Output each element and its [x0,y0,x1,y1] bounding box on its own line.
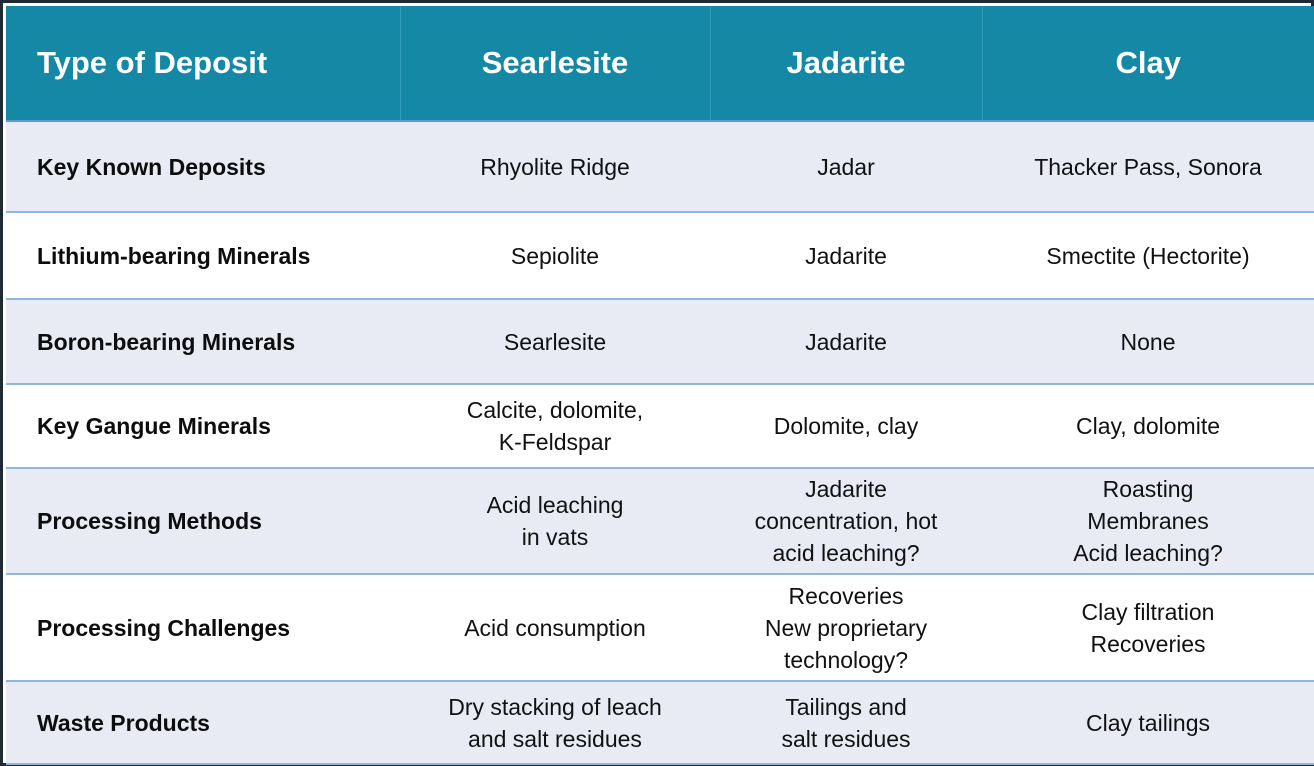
cell-line: Membranes [1087,508,1209,534]
row-label: Lithium-bearing Minerals [6,212,400,299]
cell-line: Dolomite, clay [773,413,919,439]
cell-line: in vats [521,524,589,550]
cell-searlesite [400,384,710,468]
cell-line: Searlesite [503,328,607,355]
row-label: Key Known Deposits [6,121,400,212]
cell-line: Jadarite [805,242,887,269]
cell-line: Thacker Pass, Sonora [1034,153,1262,180]
cell-searlesite [400,681,710,764]
cell-clay [982,212,1314,299]
table-row [6,574,1314,681]
cell-searlesite [400,121,710,212]
header-searlesite: Searlesite [400,6,710,121]
cell-jadarite [710,384,982,468]
cell-line: acid leaching? [772,540,920,566]
table-row [6,121,1314,212]
cell-line: Acid consumption [464,614,646,641]
cell-clay [982,299,1314,384]
table-row [6,212,1314,299]
row-label: Processing Methods [6,468,400,574]
cell-line: New proprietary [764,614,928,641]
cell-line: Rhyolite Ridge [480,153,630,180]
cell-line: K-Feldspar [498,429,612,455]
cell-searlesite [400,468,710,574]
cell-line: Calcite, dolomite, [466,397,644,423]
cell-jadarite [710,574,982,681]
cell-line: Tailings and [785,693,907,720]
cell-searlesite [400,299,710,384]
cell-line: Jadarite [805,476,887,502]
row-label: Processing Challenges [6,574,400,681]
cell-clay [982,384,1314,468]
cell-jadarite [710,121,982,212]
cell-line: Recoveries [1090,630,1206,657]
cell-line: Dry stacking of leach [448,693,662,720]
cell-jadarite [710,468,982,574]
table-row [6,384,1314,468]
cell-searlesite [400,574,710,681]
cell-line: technology? [783,646,909,673]
cell-line: None [1120,328,1176,355]
cell-clay [982,121,1314,212]
cell-jadarite [710,681,982,764]
header-type-of-deposit: Type of Deposit [6,6,400,121]
cell-line: Acid leaching [486,492,624,518]
cell-line: and salt residues [468,725,642,752]
cell-jadarite [710,212,982,299]
cell-searlesite [400,212,710,299]
cell-line: Sepiolite [510,242,600,269]
cell-line: Clay, dolomite [1075,413,1221,439]
cell-line: Acid leaching? [1073,540,1223,566]
cell-line: Jadarite [805,328,887,355]
cell-jadarite [710,299,982,384]
row-label: Key Gangue Minerals [6,384,400,468]
table-row [6,468,1314,574]
cell-line: concentration, hot [754,508,938,534]
cell-line: Clay tailings [1086,709,1210,736]
cell-line: Jadar [817,153,875,180]
header-row [6,6,1314,121]
cell-line: Clay filtration [1081,598,1215,625]
cell-clay [982,681,1314,764]
header-jadarite: Jadarite [710,6,982,121]
cell-line: Roasting [1102,476,1194,502]
table-row [6,299,1314,384]
cell-clay [982,468,1314,574]
cell-clay [982,574,1314,681]
row-label: Boron-bearing Minerals [6,299,400,384]
deposit-comparison-table [6,6,1314,765]
table-row [6,681,1314,764]
header-clay: Clay [982,6,1314,121]
cell-line: Recoveries [788,582,904,609]
row-label: Waste Products [6,681,400,764]
cell-line: Smectite (Hectorite) [1046,242,1250,269]
cell-line: salt residues [781,725,911,752]
